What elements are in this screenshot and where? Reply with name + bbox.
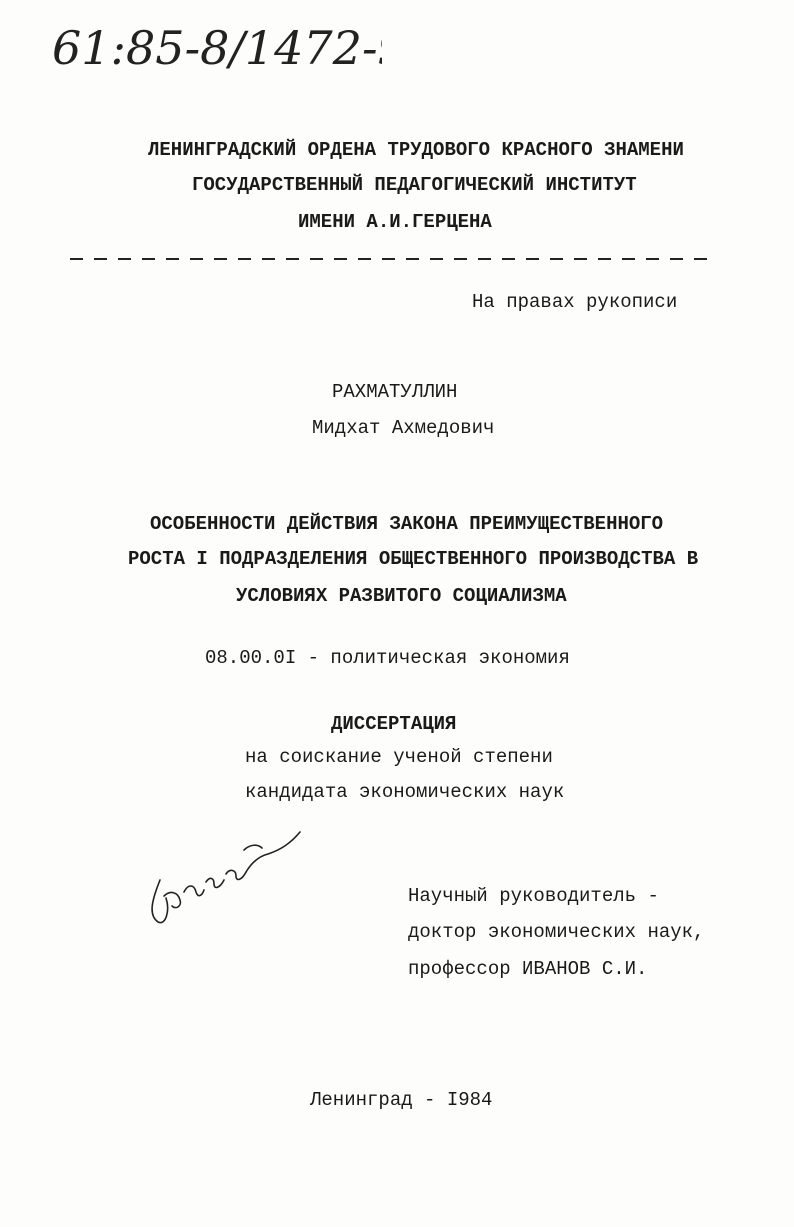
specialty-code: 08.00.0I - политическая экономия [205,647,570,669]
supervisor-line-3: профессор ИВАНОВ С.И. [408,958,648,980]
author-surname: РАХМАТУЛЛИН [332,381,458,403]
header-line-1: ЛЕНИНГРАДСКИЙ ОРДЕНА ТРУДОВОГО КРАСНОГО ЗНАМЕНИ [148,139,684,161]
author-given-names: Мидхат Ахмедович [312,417,495,439]
archive-code-text: 61:85-8/1472-9 [52,21,382,75]
title-line-1: ОСОБЕННОСТИ ДЕЙСТВИЯ ЗАКОНА ПРЕИМУЩЕСТВЕННОГО [150,513,664,535]
work-type-label: ДИССЕРТАЦИЯ [331,713,457,735]
work-type-line-1: на соискание ученой степени [245,746,553,768]
supervisor-line-1: Научный руководитель - [408,885,659,907]
supervisor-line-2: доктор экономических наук, [408,921,705,943]
archive-code-handwritten [52,12,382,82]
header-line-3: ИМЕНИ А.И.ГЕРЦЕНА [298,211,492,233]
manuscript-note: На правах рукописи [472,291,678,313]
header-line-2: ГОСУДАРСТВЕННЫЙ ПЕДАГОГИЧЕСКИЙ ИНСТИТУТ [192,174,637,196]
archive-code-svg [52,12,382,82]
place-and-year: Ленинград - I984 [310,1089,493,1111]
title-line-2: РОСТА I ПОДРАЗДЕЛЕНИЯ ОБЩЕСТВЕННОГО ПРОИЗВОДСТВА В [128,548,699,570]
title-line-3: УСЛОВИЯХ РАЗВИТОГО СОЦИАЛИЗМА [236,585,567,607]
work-type-line-2: кандидата экономических наук [245,781,565,803]
dashed-separator [70,258,716,260]
signature-handwritten [140,810,320,930]
